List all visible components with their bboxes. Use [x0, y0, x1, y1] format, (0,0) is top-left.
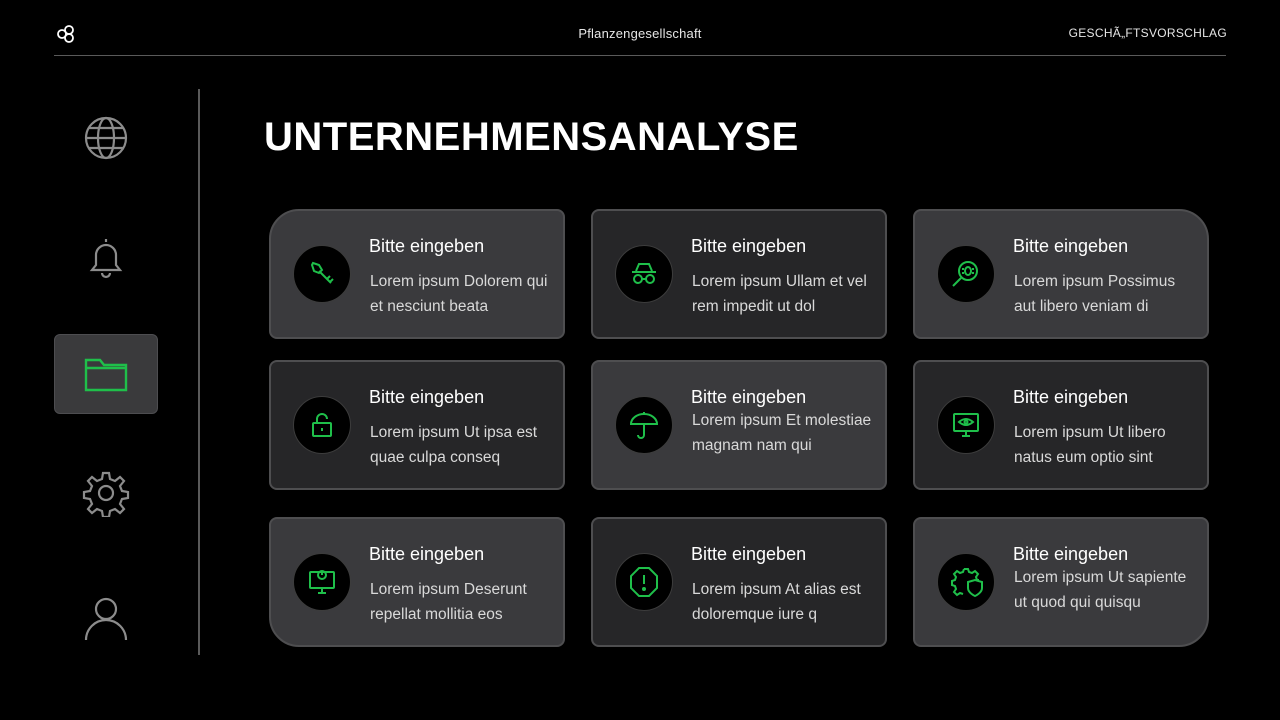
user-icon [82, 594, 130, 642]
unlock-icon [305, 408, 339, 442]
card-body: Lorem ipsum Ut ipsa est quae culpa conseq [370, 424, 538, 466]
alert-octagon-icon [627, 565, 661, 599]
bell-icon [82, 233, 130, 281]
header-divider [54, 55, 1226, 56]
key-icon [305, 257, 339, 291]
card-title: Bitte eingeben [1013, 236, 1129, 256]
sidebar-item-notifications[interactable] [54, 217, 158, 297]
card-title: Bitte eingeben [369, 236, 485, 256]
card-icon-circle [615, 245, 673, 303]
card-body: Lorem ipsum Deserunt repellat mollitia eos [370, 581, 527, 623]
brand-name: Pflanzengesellschaft [578, 26, 702, 41]
document-type: GESCHÃ„FTSVORSCHLAG [1068, 26, 1227, 40]
card-8[interactable] [591, 517, 887, 647]
card-title: Bitte eingeben [1013, 387, 1129, 407]
card-title: Bitte eingeben [691, 544, 807, 564]
card-body: Lorem ipsum At alias est doloremque iure q [692, 581, 861, 623]
card-icon-circle [293, 245, 351, 303]
card-icon-circle [937, 553, 995, 611]
card-body: Lorem ipsum Ut sapiente ut quod qui quisqu [1014, 569, 1187, 611]
sidebar-divider [198, 89, 200, 655]
monitor-eye-icon [949, 408, 983, 442]
card-title: Bitte eingeben [369, 544, 485, 564]
card-icon-circle [293, 553, 351, 611]
card-icon-circle [615, 553, 673, 611]
card-icon-circle [937, 245, 995, 303]
card-body: Lorem ipsum Ut libero natus eum optio sint [1014, 424, 1166, 466]
sidebar-item-globe[interactable] [54, 98, 158, 178]
page-title: UNTERNEHMENSANALYSE [264, 115, 799, 159]
card-title: Bitte eingeben [369, 387, 485, 407]
card-1[interactable] [269, 209, 565, 339]
sidebar-item-profile[interactable] [54, 578, 158, 658]
sidebar-item-folder[interactable] [54, 334, 158, 414]
card-body: Lorem ipsum Possimus aut libero veniam di [1014, 273, 1176, 315]
card-body: Lorem ipsum Et molestiae magnam nam qui [692, 412, 872, 454]
card-icon-circle [937, 396, 995, 454]
card-icon-circle [293, 396, 351, 454]
card-6[interactable] [913, 360, 1209, 490]
card-7[interactable] [269, 517, 565, 647]
bug-search-icon [949, 257, 983, 291]
card-title: Bitte eingeben [1013, 544, 1129, 564]
card-3[interactable] [913, 209, 1209, 339]
card-title: Bitte eingeben [691, 387, 807, 407]
umbrella-icon [627, 408, 661, 442]
card-body: Lorem ipsum Dolorem qui et nesciunt beata [370, 273, 548, 315]
card-body: Lorem ipsum Ullam et vel rem impedit ut dol [692, 273, 867, 315]
card-icon-circle [615, 396, 673, 454]
spy-icon [627, 257, 661, 291]
monitor-alert-icon [305, 565, 339, 599]
globe-icon [82, 114, 130, 162]
card-2[interactable] [591, 209, 887, 339]
card-5[interactable] [591, 360, 887, 490]
card-title: Bitte eingeben [691, 236, 807, 256]
gear-shield-icon [949, 565, 983, 599]
folder-icon [82, 350, 130, 398]
card-9[interactable] [913, 517, 1209, 647]
sidebar-item-settings[interactable] [54, 453, 158, 533]
gear-icon [82, 469, 130, 517]
card-4[interactable] [269, 360, 565, 490]
